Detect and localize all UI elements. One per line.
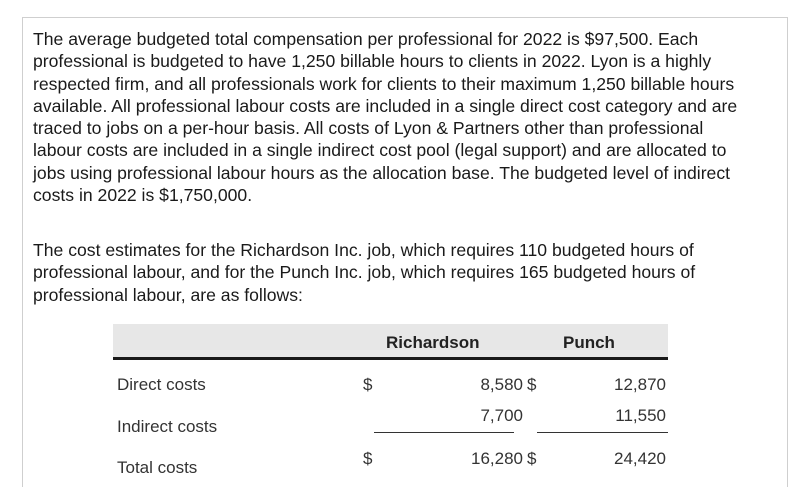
richardson-total-costs: 16,280	[471, 449, 523, 468]
punch-total-costs: 24,420	[614, 449, 666, 468]
intro-paragraph: The average budgeted total compensation per professional for 2022 is $97,500. Each professional is budgeted to have 1,250 billable hours to clients in 2022. Lyon is a highly respected firm, and all professionals work for clients to their maximum 1,250 billable hours available. All professional labour costs are included in a single direct cost category and are traced to jobs on a per-hour basis. All costs of Lyon & Partners other than professional labour costs are included in a single indirect cost pool (legal support) and are allocated to jobs using professional labour hours as the allocation base. The budgeted level of indirect costs in 2022 is $1,750,000.	[33, 29, 738, 206]
richardson-indirect-costs: 7,700	[480, 406, 523, 425]
column-header-richardson: Richardson	[386, 333, 480, 352]
row-label-direct-costs: Direct costs	[117, 375, 206, 394]
currency-symbol: $	[363, 375, 373, 394]
table-header-rule	[113, 357, 668, 360]
subtotal-rule-punch	[537, 432, 668, 433]
row-label-total-costs: Total costs	[117, 458, 198, 477]
row-label-indirect-costs: Indirect costs	[117, 417, 218, 436]
currency-symbol: $	[527, 449, 537, 468]
cost-table	[113, 324, 668, 477]
punch-direct-costs: 12,870	[614, 375, 666, 394]
currency-symbol: $	[363, 449, 373, 468]
cost-estimate-paragraph: The cost estimates for the Richardson Inc. job, which requires 110 budgeted hours of professional labour, and for the Punch Inc. job, which requires 165 budgeted hours of professional labour, are as follows:	[33, 240, 696, 305]
richardson-direct-costs: 8,580	[480, 375, 523, 394]
column-header-punch: Punch	[563, 333, 615, 352]
subtotal-rule-richardson	[374, 432, 514, 433]
punch-indirect-costs: 11,550	[615, 406, 666, 425]
currency-symbol: $	[527, 375, 537, 394]
